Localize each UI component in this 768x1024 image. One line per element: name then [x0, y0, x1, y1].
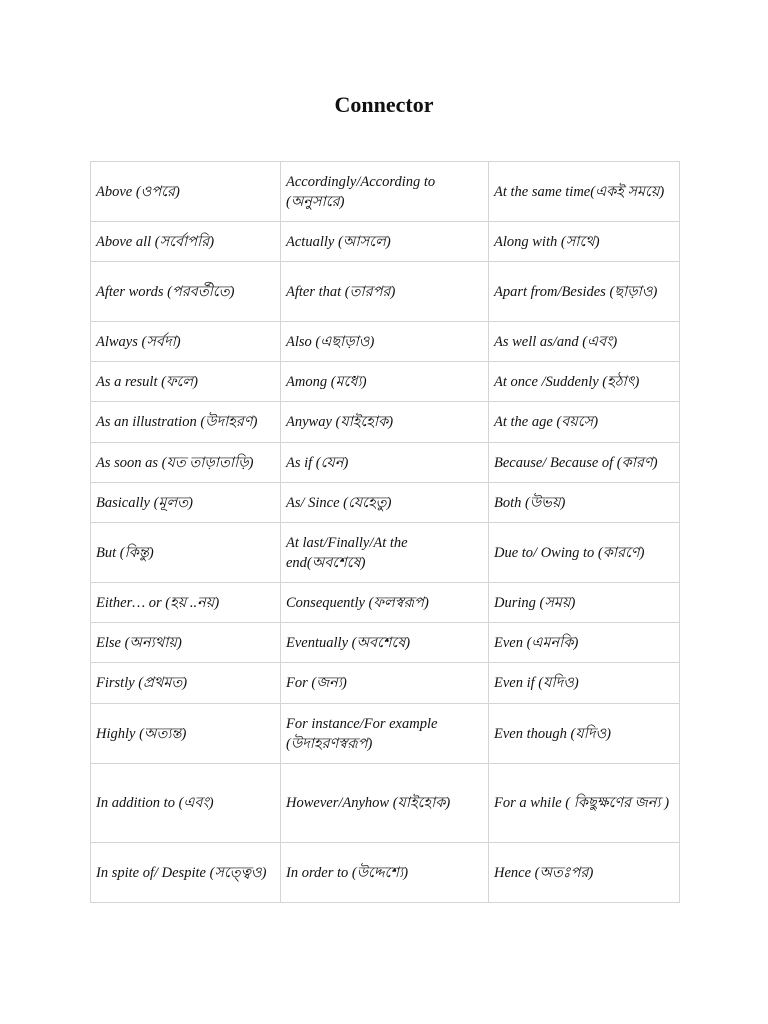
table-row — [91, 764, 680, 843]
table-cell: As if (যেন) — [281, 443, 489, 483]
table-row — [91, 402, 680, 443]
table-row — [91, 362, 680, 402]
table-cell: Both (উভয়) — [489, 483, 680, 523]
table-cell: For instance/For example (উদাহরণস্বরূপ) — [281, 704, 489, 764]
page-title: Connector — [334, 92, 434, 117]
table-cell: In addition to (এবং) — [91, 764, 281, 843]
table-cell: Accordingly/According to (অনুসারে) — [281, 162, 489, 222]
table-cell: Basically (মূলত) — [91, 483, 281, 523]
table-row — [91, 162, 680, 222]
table-cell: For a while ( কিছুক্ষণের জন্য ) — [489, 764, 680, 843]
table-cell: Even (এমনকি) — [489, 623, 680, 663]
table-cell: After words (পরবর্তীতে) — [91, 262, 281, 322]
connector-table-body — [91, 162, 680, 903]
table-cell: At once /Suddenly (হঠাৎ) — [489, 362, 680, 402]
table-cell: As an illustration (উদাহরণ) — [91, 402, 281, 443]
table-cell: In spite of/ Despite (সত্ত্বেও) — [91, 843, 281, 903]
table-cell: Hence (অতঃপর) — [489, 843, 680, 903]
table-cell: Consequently (ফলস্বরূপ) — [281, 583, 489, 623]
table-cell: Along with (সাথে) — [489, 222, 680, 262]
table-row — [91, 663, 680, 704]
table-row — [91, 443, 680, 483]
table-cell: Highly (অত্যন্ত) — [91, 704, 281, 764]
table-cell: Either… or (হয় ..নয়) — [91, 583, 281, 623]
table-cell: Always (সর্বদা) — [91, 322, 281, 362]
table-row — [91, 623, 680, 663]
table-cell: In order to (উদ্দেশ্যে) — [281, 843, 489, 903]
table-cell: Apart from/Besides (ছাড়াও) — [489, 262, 680, 322]
table-cell: At the age (বয়সে) — [489, 402, 680, 443]
table-cell: As a result (ফলে) — [91, 362, 281, 402]
table-row — [91, 583, 680, 623]
table-cell: Due to/ Owing to (কারণে) — [489, 523, 680, 583]
table-cell: For (জন্য) — [281, 663, 489, 704]
table-cell: After that (তারপর) — [281, 262, 489, 322]
table-cell: Even if (যদিও) — [489, 663, 680, 704]
table-cell: Also (এছাড়াও) — [281, 322, 489, 362]
table-cell: During (সময়) — [489, 583, 680, 623]
table-row — [91, 704, 680, 764]
table-cell: As well as/and (এবং) — [489, 322, 680, 362]
table-cell: At the same time(একই সময়ে) — [489, 162, 680, 222]
table-row — [91, 483, 680, 523]
table-cell: Firstly (প্রথমত) — [91, 663, 281, 704]
table-cell: Above all (সর্বোপরি) — [91, 222, 281, 262]
table-cell: Above (ওপরে) — [91, 162, 281, 222]
table-row — [91, 523, 680, 583]
table-row — [91, 262, 680, 322]
table-cell: Because/ Because of (কারণ) — [489, 443, 680, 483]
table-cell: Else (অন্যথায়) — [91, 623, 281, 663]
connector-table — [90, 161, 680, 903]
table-cell: Anyway (যাইহোক) — [281, 402, 489, 443]
table-cell: Even though (যদিও) — [489, 704, 680, 764]
table-cell: Actually (আসলে) — [281, 222, 489, 262]
table-cell: At last/Finally/At the end(অবশেষে) — [281, 523, 489, 583]
table-cell: Among (মধ্যে) — [281, 362, 489, 402]
table-cell: Eventually (অবশেষে) — [281, 623, 489, 663]
table-cell: However/Anyhow (যাইহোক) — [281, 764, 489, 843]
table-cell: But (কিন্তু) — [91, 523, 281, 583]
table-row — [91, 843, 680, 903]
table-cell: As/ Since (যেহেতু) — [281, 483, 489, 523]
table-cell: As soon as (যত তাড়াতাড়ি) — [91, 443, 281, 483]
table-row — [91, 222, 680, 262]
table-row — [91, 322, 680, 362]
